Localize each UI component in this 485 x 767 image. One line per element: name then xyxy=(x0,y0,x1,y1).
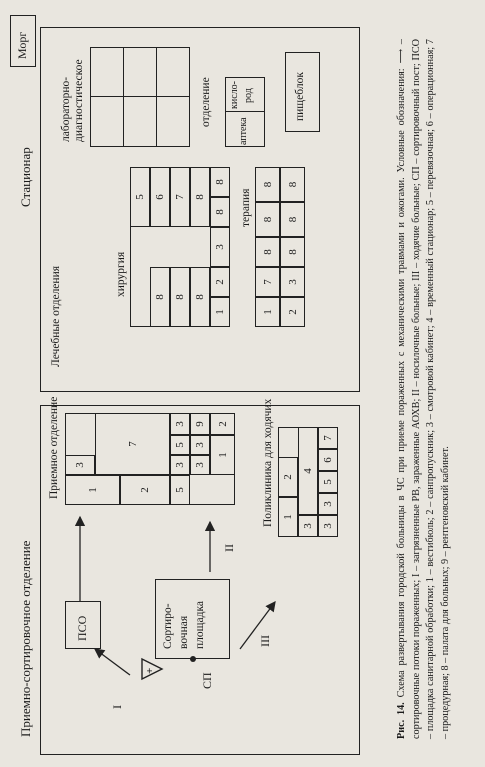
priemnoe-cell: 3 xyxy=(170,455,190,475)
lab-grid xyxy=(90,47,190,147)
poliklinika-cell: 5 xyxy=(318,471,338,493)
priemnoe-cell: 9 xyxy=(190,413,210,435)
terapiya-cell: 3 xyxy=(280,267,305,297)
terapiya-cell: 8 xyxy=(280,202,305,237)
poliklinika-cell: 3 xyxy=(318,493,338,515)
hirurgiya-cell: 6 xyxy=(150,167,170,227)
priemnoe-cell: 3 xyxy=(190,435,210,455)
priemnoe-cell: 3 xyxy=(170,413,190,435)
terapiya-cell: 8 xyxy=(255,167,280,202)
hirurgiya-cell: 5 xyxy=(130,167,150,227)
hirurgiya-cell: 3 xyxy=(210,227,230,267)
terapiya-cell: 7 xyxy=(255,267,280,297)
poliklinika-cell: 1 xyxy=(278,497,298,537)
poliklinika-cell: 2 xyxy=(278,457,298,497)
lab-grid-line xyxy=(156,47,157,147)
hirurgiya-cell: 8 xyxy=(190,167,210,227)
hirurgiya-cell: 7 xyxy=(170,167,190,227)
hirurgiya-cell: 8 xyxy=(150,267,170,327)
poliklinika-cell: 3 xyxy=(318,515,338,537)
hirurgiya-label: хирургия xyxy=(115,251,127,297)
plus-sign: + xyxy=(144,667,156,674)
stacionar-title: Стационар xyxy=(18,147,33,207)
hirurgiya-cell: 2 xyxy=(210,267,230,297)
terapiya-cell: 2 xyxy=(280,297,305,327)
priemno-sort-title: Приемно-сортировочное отделение xyxy=(18,540,33,737)
lechebnye-title: Лечебные отделения xyxy=(50,265,62,367)
poliklinika-title: Поликлиника для ходячих xyxy=(262,398,274,527)
flow-label-2: II xyxy=(222,544,236,552)
caption-title: Рис. 14. xyxy=(396,702,407,739)
caption-text: Схема развертывания городской больницы в ЧС при приеме пораженных с механическими травмами и ожогами. Условные обозначения: ⟶ – сортировочные потоки пораженных; I – загрязненные РВ, зараженные АОХВ; II – носилочные больные; III – ходячие больные; СП – сортировочный пост; ПСО – площадка санитарной обработки; 1 – вестибюль; 2 – санпропускник; 3 – смотровой кабинет; 4 – временный стационар; 5 – перевязочная; 6 – операционная; 7 – процедурная; 8 – палата для больных; 9 – рентгеновский кабинет. xyxy=(396,39,451,739)
poliklinika-cell: 6 xyxy=(318,449,338,471)
poliklinika-cell: 3 xyxy=(298,515,318,537)
pischeblok-label: пищеблок xyxy=(294,72,306,121)
flow-label-3: III xyxy=(258,635,272,647)
hirurgiya-cell: 8 xyxy=(170,267,190,327)
pso-label: ПСО xyxy=(75,615,89,641)
lab-label-2: диагностическое xyxy=(73,59,85,142)
flow-label-1: I xyxy=(110,705,124,709)
terapiya-cell: 8 xyxy=(280,237,305,267)
priemnoe-cell: 5 xyxy=(170,475,190,505)
apteka-divider xyxy=(225,111,265,112)
lab-grid-line xyxy=(123,47,124,147)
terapiya-cell: 8 xyxy=(280,167,305,202)
priemnoe-cell: 1 xyxy=(210,435,235,475)
morg-label: Морг xyxy=(15,31,29,59)
hirurgiya-cell: 8 xyxy=(210,197,230,227)
sorting-area-label-1: Сортиро- xyxy=(162,603,174,649)
lab-grid-line xyxy=(90,96,190,97)
hirurgiya-cell: 1 xyxy=(210,297,230,327)
sorting-area-label-3: площадка xyxy=(194,601,206,649)
kislorod-label-1: кисло- xyxy=(229,81,240,109)
priemnoe-cell: 7 xyxy=(95,413,170,475)
priemnoe-cell: 2 xyxy=(210,413,235,435)
terapiya-cell: 8 xyxy=(255,202,280,237)
apteka-label: аптека xyxy=(238,117,249,145)
terapiya-cell: 8 xyxy=(255,237,280,267)
priemnoe-cell: 2 xyxy=(120,475,170,505)
terapiya-cell: 1 xyxy=(255,297,280,327)
hirurgiya-cell: 8 xyxy=(210,167,230,197)
priemnoe-cell: 3 xyxy=(190,455,210,475)
hirurgiya-cell: 8 xyxy=(190,267,210,327)
priemnoe-cell: 3 xyxy=(65,455,95,475)
sp-label: СП xyxy=(200,672,214,689)
priemnoe-cell: 1 xyxy=(65,475,120,505)
priemnoe-title: Приемное отделение xyxy=(48,396,60,499)
lab-label-3: отделение xyxy=(200,77,212,127)
poliklinika-cell: 4 xyxy=(298,427,318,515)
poliklinika-cell: 7 xyxy=(318,427,338,449)
terapiya-label: терапия xyxy=(240,188,252,227)
priemnoe-cell: 5 xyxy=(170,435,190,455)
lab-label-1: лабораторно- xyxy=(60,76,72,142)
figure-caption xyxy=(395,39,453,739)
kislorod-label-2: род xyxy=(243,88,254,103)
sorting-area-label-2: вочная xyxy=(178,615,190,649)
